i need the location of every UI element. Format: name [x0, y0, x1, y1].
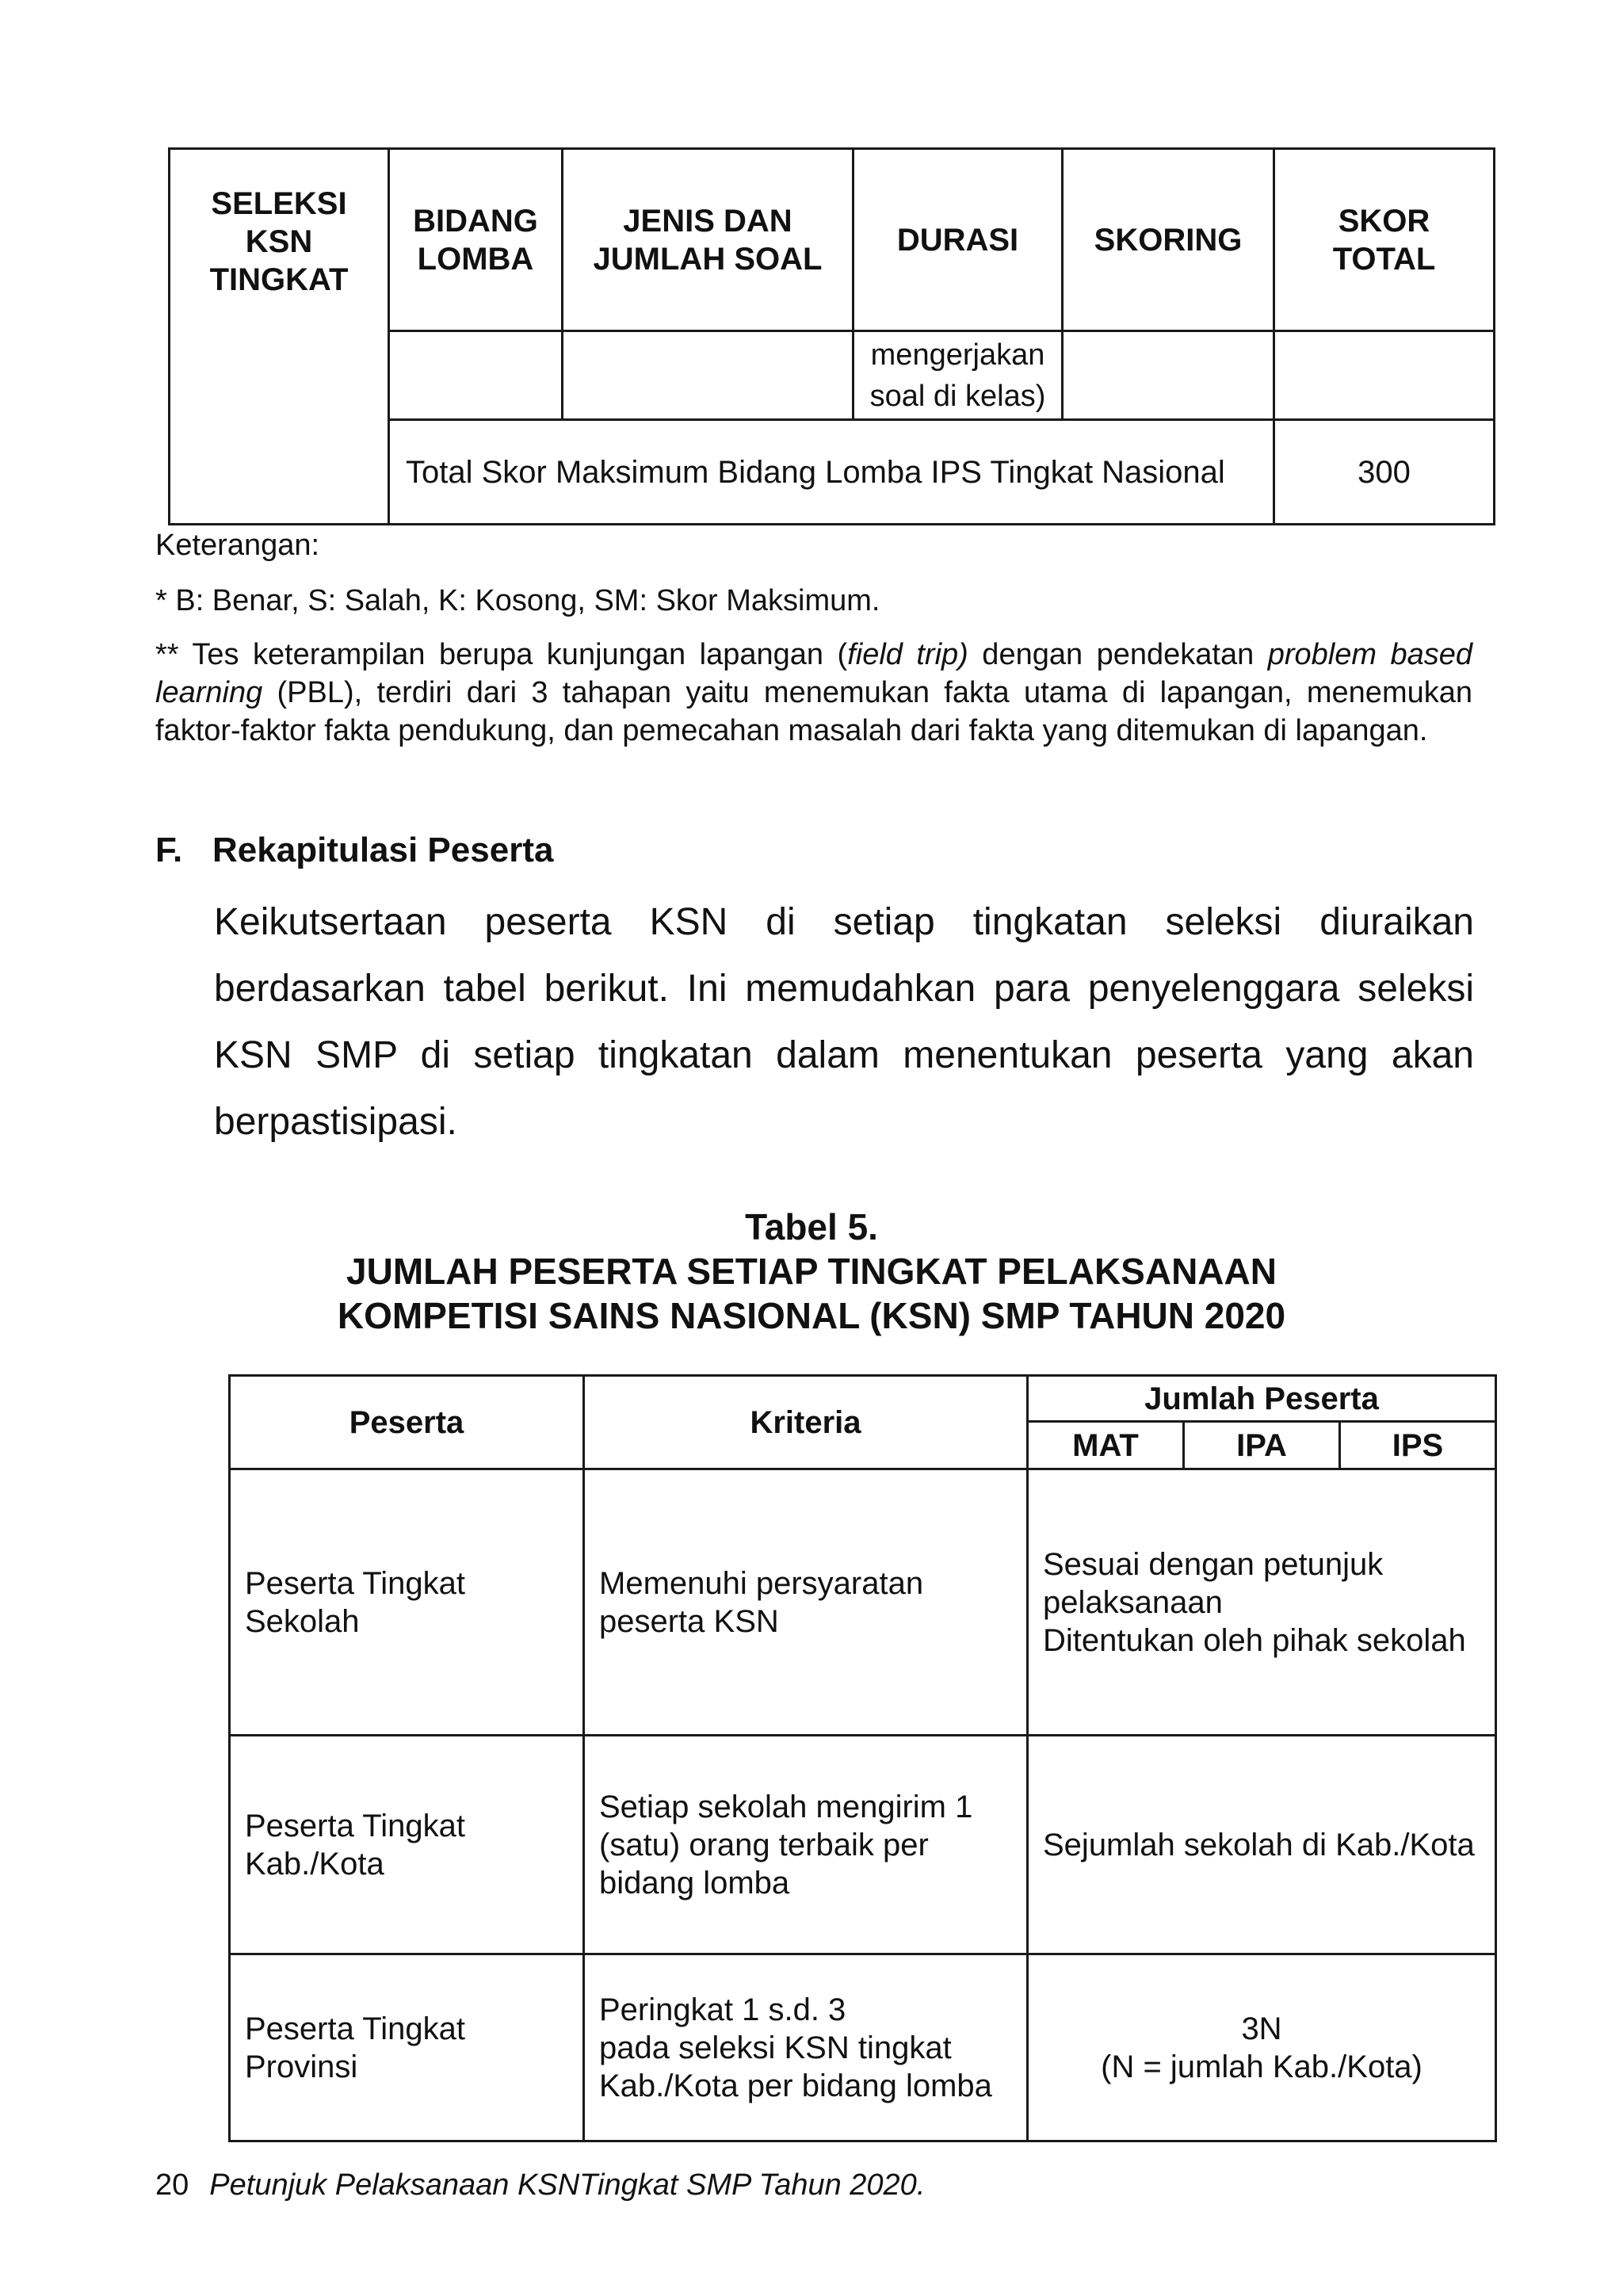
notes-text-3: (PBL), terdiri dari 3 tahapan yaitu menemukan fakta utama di lapangan, menemukan faktor-faktor fakta pendukung, dan pemecahan masalah dari fakta yang ditemukan di lapangan. — [155, 676, 1472, 747]
notes-text-2: dengan pendekatan — [968, 638, 1268, 671]
kriteria-line-1: Peringkat 1 s.d. 3 — [599, 1992, 846, 2027]
cell-peserta: Peserta Tingkat Provinsi — [230, 1954, 584, 2141]
cell-bidang-empty — [389, 331, 563, 420]
header-jenis: JENIS DAN JUMLAH SOAL — [563, 149, 854, 331]
section-f-body: Keikutsertaan peserta KSN di setiap tingkatan seleksi diuraikan berdasarkan tabel berikut. Ini memudahkan para penyelenggara seleksi KSN SMP di setiap tingkatan dalam menentukan peserta yang akan berpastisipasi. — [214, 901, 1474, 1143]
notes-line-2 — [155, 636, 1472, 750]
jumlah-line-1: 3N — [1241, 2011, 1282, 2046]
header-peserta: Peserta — [230, 1376, 584, 1469]
section-title: Rekapitulasi Peserta — [212, 831, 554, 869]
header-mat: MAT — [1028, 1422, 1184, 1469]
section-f-heading — [155, 831, 553, 870]
cell-skoring-empty — [1063, 331, 1274, 420]
jumlah-line-1: Sesuai dengan petunjuk pelaksanaan — [1043, 1546, 1384, 1620]
jumlah-line-2: (N = jumlah Kab./Kota) — [1101, 2049, 1423, 2084]
table-caption-number: Tabel 5. — [745, 1206, 878, 1247]
total-score-value: 300 — [1274, 420, 1495, 525]
footer-title: Petunjuk Pelaksanaan KSNTingkat SMP Tahun 2020. — [209, 2168, 926, 2202]
notes-line-1: * B: Benar, S: Salah, K: Kosong, SM: Skor Maksimum. — [155, 584, 880, 617]
header-skor-total: SKOR TOTAL — [1274, 149, 1495, 331]
header-jumlah-peserta: Jumlah Peserta — [1028, 1376, 1496, 1422]
cell-jenis-empty — [563, 331, 854, 420]
header-ips: IPS — [1340, 1422, 1496, 1469]
header-ipa: IPA — [1184, 1422, 1340, 1469]
page-number: 20 — [155, 2168, 189, 2202]
table-caption-title-2: KOMPETISI SAINS NASIONAL (KSN) SMP TAHUN 2020 — [337, 1295, 1286, 1336]
cell-kriteria: Memenuhi persyaratan peserta KSN — [584, 1469, 1028, 1736]
notes-text-1: ** Tes keterampilan berupa kunjungan lapangan ( — [155, 638, 848, 671]
cell-jumlah — [1028, 1954, 1496, 2141]
cell-kriteria — [584, 1954, 1028, 2141]
table-row — [230, 1736, 1496, 1954]
header-durasi: DURASI — [854, 149, 1063, 331]
cell-durasi-cont — [854, 331, 1063, 420]
durasi-line-1: mengerjakan — [870, 338, 1045, 372]
header-bidang: BIDANG LOMBA — [389, 149, 563, 331]
durasi-line-2: soal di kelas) — [869, 379, 1046, 413]
section-number: F. — [155, 831, 183, 869]
scoring-table — [168, 147, 1495, 525]
participants-table — [228, 1374, 1497, 2142]
notes-italic-1: field trip) — [847, 638, 968, 671]
cell-skor-empty — [1274, 331, 1495, 420]
table-row — [230, 1469, 1496, 1736]
total-score-label: Total Skor Maksimum Bidang Lomba IPS Tingkat Nasional — [389, 420, 1274, 525]
cell-peserta: Peserta Tingkat Sekolah — [230, 1469, 584, 1736]
cell-peserta: Peserta Tingkat Kab./Kota — [230, 1736, 584, 1954]
header-seleksi: SELEKSI KSN TINGKAT — [170, 149, 389, 525]
header-skoring: SKORING — [1063, 149, 1274, 331]
cell-jumlah: Sejumlah sekolah di Kab./Kota — [1028, 1736, 1496, 1954]
cell-jumlah — [1028, 1469, 1496, 1736]
jumlah-line-2: Ditentukan oleh pihak sekolah — [1043, 1622, 1466, 1658]
page-footer — [155, 2168, 925, 2202]
kriteria-line-2: pada seleksi KSN tingkat Kab./Kota per bidang lomba — [599, 2030, 992, 2103]
table-row — [230, 1954, 1496, 2141]
notes-italic-2: problem based learning — [155, 638, 1473, 709]
table-caption-title-1: JUMLAH PESERTA SETIAP TINGKAT PELAKSANAAN — [346, 1251, 1277, 1292]
notes-heading: Keterangan: — [155, 529, 320, 562]
header-kriteria: Kriteria — [584, 1376, 1028, 1469]
cell-kriteria: Setiap sekolah mengirim 1 (satu) orang terbaik per bidang lomba — [584, 1736, 1028, 1954]
